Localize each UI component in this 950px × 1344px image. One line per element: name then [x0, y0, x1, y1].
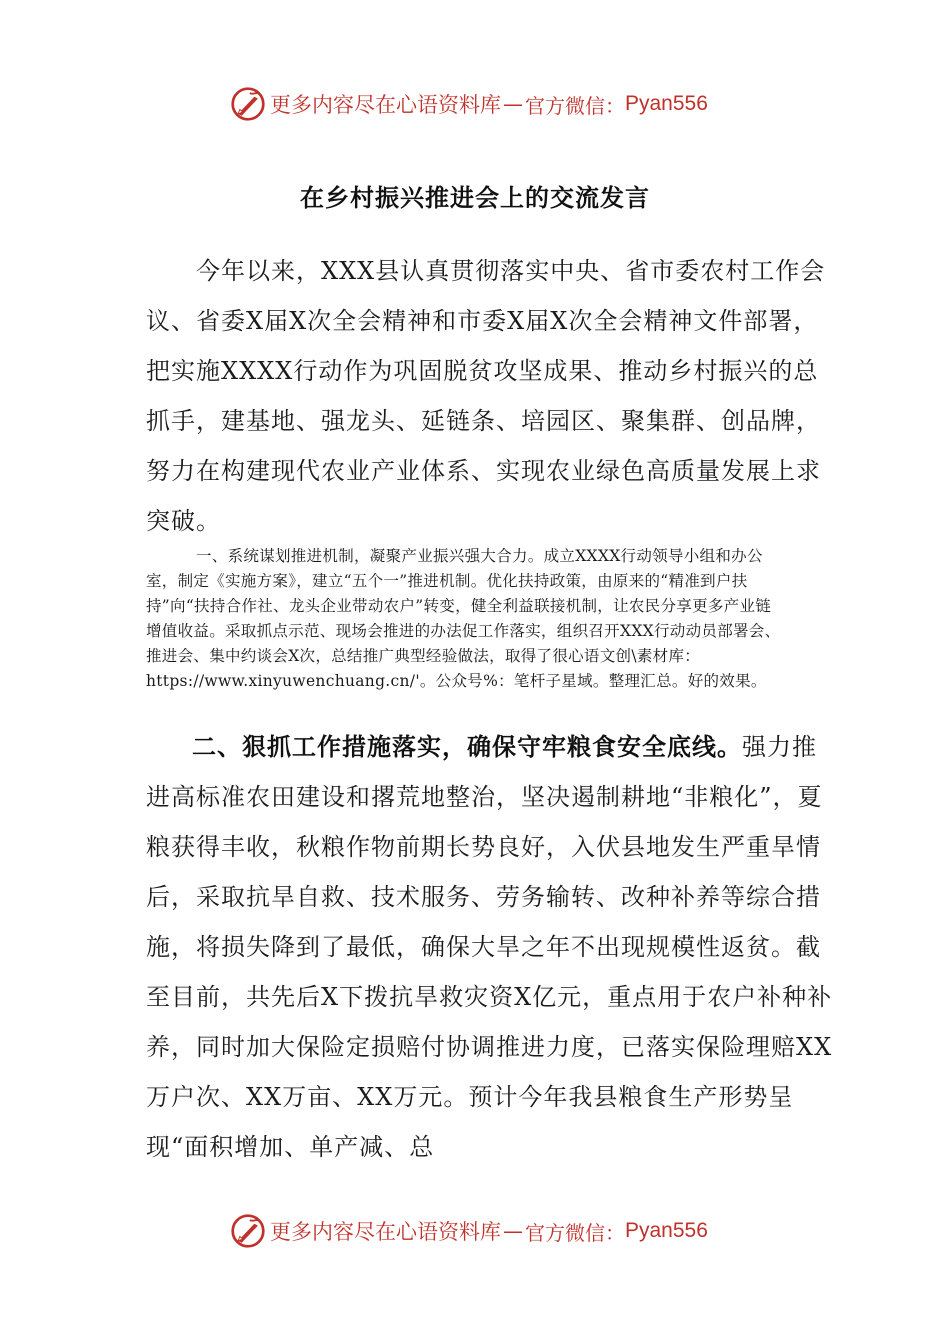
- document-title: 在乡村振兴推进会上的交流发言: [300, 184, 650, 212]
- paragraph-section-one: 一、系统谋划推进机制，凝聚产业振兴强大合力。成立XXXX行动领导小组和办公室，制定《实施方案》，建立“五个一”推进机制。优化扶持政策，由原来的“精准到户扶持”向“扶持合作社、龙头企业带动农户”转变，健全利益联接机制，让农民分享更多产业链增值收益。采取抓点示范、现场会推进的办法促工作落实，组织召开XXX行动动员部署会、推进会、集中约谈会X次，总结推广典型经验做法，取得了很心语文创\素材库：https://www.xinyuwenchuang.cn/'。公众号%：笔杆子星域。整理汇总。好的效果。: [146, 547, 781, 690]
- banner-wechat-id: Pyan556: [625, 1219, 708, 1242]
- section-two-heading: 二、狠抓工作措施落实，确保守牢粮食安全底线。: [192, 733, 742, 761]
- pen-logo-icon: [230, 1213, 266, 1249]
- banner-wechat-label: 官方微信：: [525, 1220, 625, 1245]
- footer-banner: [230, 1211, 750, 1251]
- paragraph-section-two: [146, 722, 836, 1172]
- banner-separator: —: [503, 1219, 523, 1243]
- banner-text: 更多内容尽在心语资料库: [270, 1220, 501, 1244]
- banner-separator: —: [503, 92, 523, 116]
- section-two-body: 强力推进高标准农田建设和撂荒地整治，坚决遏制耕地“非粮化”，夏粮获得丰收，秋粮作物前期长势良好，入伏县地发生严重旱情后，采取抗旱自救、技术服务、劳务输转、改种补养等综合措施，将损失降到了最低，确保大旱之年不出现规模性返贫。截至目前，共先后X下拨抗旱救灾资X亿元，重点用于农户补种补养，同时加大保险定损赔付协调推进力度，已落实保险理赔XX万户次、XX万亩、XX万元。预计今年我县粮食生产形势呈现“面积增加、单产减、总: [146, 733, 833, 1161]
- pen-logo-icon: [230, 86, 266, 122]
- banner-wechat-id: Pyan556: [625, 92, 708, 115]
- paragraph-intro: 今年以来，XXX县认真贯彻落实中央、省市委农村工作会议、省委X届X次全会精神和市委X届X次全会精神文件部署，把实施XXXX行动作为巩固脱贫攻坚成果、推动乡村振兴的总抓手，建基地、强龙头、延链条、培园区、聚集群、创品牌，努力在构建现代农业产业体系、实现农业绿色高质量发展上求突破。: [146, 257, 826, 535]
- header-banner: [230, 84, 750, 124]
- banner-wechat-label: 官方微信：: [525, 93, 625, 118]
- banner-text: 更多内容尽在心语资料库: [270, 93, 501, 117]
